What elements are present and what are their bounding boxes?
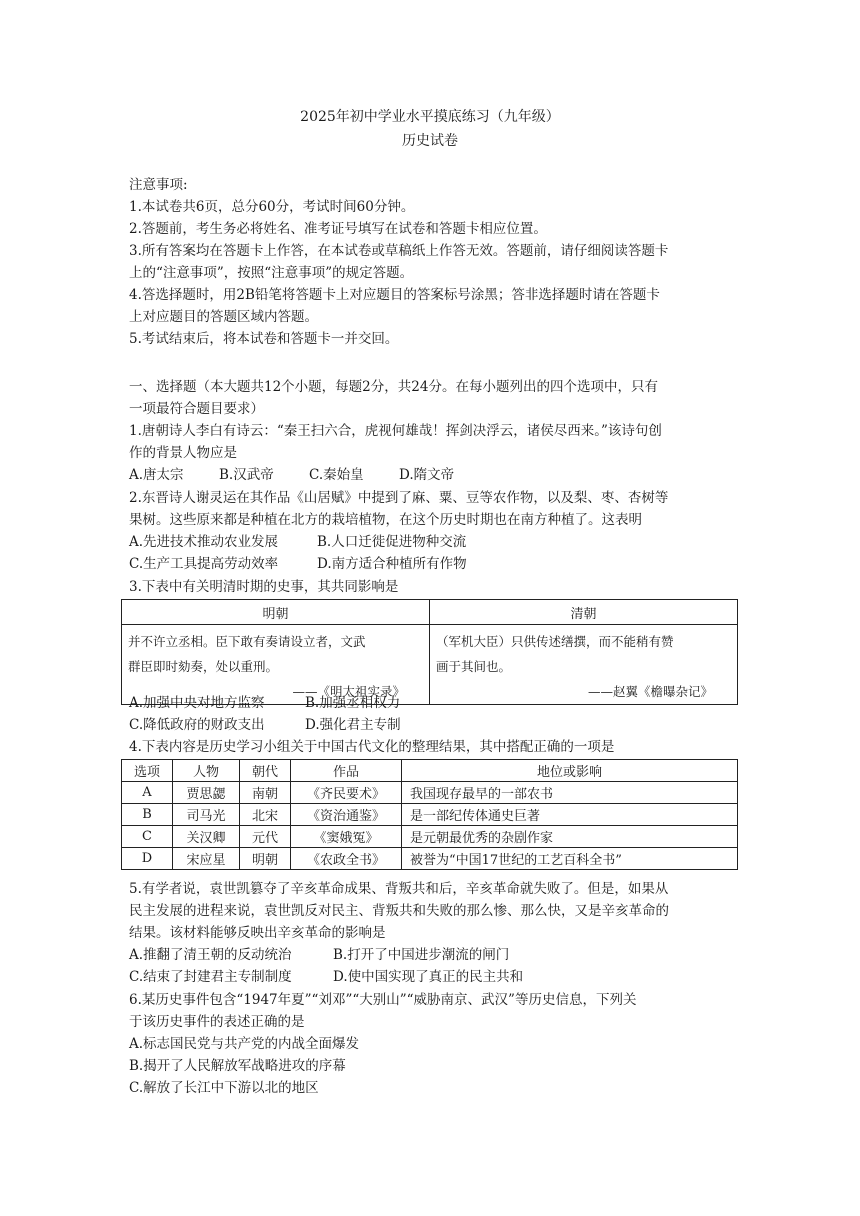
- table-cell: 《齐民要术》: [291, 782, 402, 804]
- notice-heading: 注意事项:: [129, 177, 188, 193]
- table-header-cell: 朝代: [240, 760, 291, 782]
- notice-line: 3.所有答案均在答题卡上作答，在本试卷或草稿纸上作答无效。答题前，请仔细阅读答题卡: [129, 243, 669, 259]
- question-3-options-cd: [129, 714, 739, 736]
- table-cell: 被誉为“中国17世纪的工艺百科全书”: [402, 848, 738, 870]
- table-cell: A: [122, 782, 173, 804]
- question-5-options-cd: [129, 966, 739, 988]
- question-4-table: [121, 759, 738, 870]
- q1-option-d[interactable]: D.隋文帝: [399, 467, 455, 483]
- q6-option-c[interactable]: C.解放了长江中下游以北的地区: [129, 1080, 319, 1096]
- table-row: [122, 826, 738, 848]
- question-5-options-ab: [129, 944, 739, 966]
- question-3-options-ab: [129, 692, 739, 714]
- question-1-options: [129, 464, 739, 486]
- table-header-cell: 人物: [173, 760, 240, 782]
- table-cell: 是元朝最优秀的杂剧作家: [402, 826, 738, 848]
- question-1-stem-cont: 作的背景人物应是: [129, 445, 237, 461]
- question-2-stem-cont: 果树。这些原来都是种植在北方的栽培植物，在这个历史时期也在南方种植了。这表明: [129, 512, 642, 528]
- notice-line: 上的“注意事项”，按照“注意事项”的规定答题。: [129, 265, 414, 281]
- table-row: [122, 782, 738, 804]
- notice-line: 上对应题目的答题区域内答题。: [129, 309, 318, 325]
- q1-option-a[interactable]: A.唐太宗: [129, 467, 184, 483]
- table-cell: 是一部纪传体通史巨著: [402, 804, 738, 826]
- ming-quote-line: 群臣即时劾奏，处以重刑。: [128, 659, 279, 674]
- ming-quote-line: 并不许立丞相。臣下敢有奏请设立者，文武: [128, 634, 366, 649]
- section-heading: 一、选择题（本大题共12个小题，每题2分，共24分。在每小题列出的四个选项中，只有: [129, 379, 658, 395]
- exam-title: 2025年初中学业水平摸底练习（九年级）: [300, 109, 560, 125]
- question-3-table: [121, 599, 738, 705]
- table-cell: 《农政全书》: [291, 848, 402, 870]
- q3-option-a[interactable]: A.加强中央对地方监察: [129, 695, 265, 711]
- table-header-cell: 选项: [122, 760, 173, 782]
- q2-option-b[interactable]: B.人口迁徙促进物种交流: [317, 534, 467, 550]
- question-1-stem: 1.唐朝诗人李白有诗云：“秦王扫六合，虎视何雄哉！挥剑决浮云，诸侯尽西来。”该诗句创: [129, 423, 662, 439]
- notice-line: 1.本试卷共6页，总分60分，考试时间60分钟。: [129, 199, 415, 215]
- table-cell: 北宋: [240, 804, 291, 826]
- q2-option-c[interactable]: C.生产工具提高劳动效率: [129, 556, 279, 572]
- table-cell: 我国现存最早的一部农书: [402, 782, 738, 804]
- table-cell: 关汉卿: [173, 826, 240, 848]
- table-cell: 《资治通鉴》: [291, 804, 402, 826]
- q1-option-b[interactable]: B.汉武帝: [219, 467, 274, 483]
- table-header-qing: 清朝: [430, 600, 738, 625]
- q2-option-a[interactable]: A.先进技术推动农业发展: [129, 534, 279, 550]
- q2-option-d[interactable]: D.南方适合种植所有作物: [317, 556, 467, 572]
- section-heading-cont: 一项最符合题目要求）: [129, 401, 264, 417]
- qing-quote-line: 画于其间也。: [436, 659, 512, 674]
- table-header-ming: 明朝: [122, 600, 430, 625]
- question-3-stem: 3.下表中有关明清时期的史事，其共同影响是: [129, 579, 399, 595]
- table-cell: 元代: [240, 826, 291, 848]
- table-cell: 南朝: [240, 782, 291, 804]
- question-2-stem: 2.东晋诗人谢灵运在其作品《山居赋》中提到了麻、粟、豆等农作物，以及梨、枣、杏树等: [129, 490, 669, 506]
- table-cell: 宋应星: [173, 848, 240, 870]
- table-cell: B: [122, 804, 173, 826]
- question-2-options-ab: [129, 531, 739, 553]
- qing-quote-source: ——赵翼《檐曝杂记》: [587, 684, 713, 699]
- table-header-cell: 作品: [291, 760, 402, 782]
- question-2-options-cd: [129, 553, 739, 575]
- table-header-cell: 地位或影响: [402, 760, 738, 782]
- table-cell: 《窦娥冤》: [291, 826, 402, 848]
- table-row: [122, 848, 738, 870]
- ming-quote-source: ——《明太祖实录》: [292, 684, 405, 699]
- notice-line: 2.答题前，考生务必将姓名、准考证号填写在试卷和答题卡相应位置。: [129, 221, 547, 237]
- q6-option-a[interactable]: A.标志国民党与共产党的内战全面爆发: [129, 1036, 360, 1052]
- notice-line: 5.考试结束后，将本试卷和答题卡一并交回。: [129, 331, 399, 347]
- q5-option-d[interactable]: D.使中国实现了真正的民主共和: [333, 969, 524, 985]
- q5-option-a[interactable]: A.推翻了清王朝的反动统治: [129, 947, 292, 963]
- q3-option-c[interactable]: C.降低政府的财政支出: [129, 717, 265, 733]
- table-cell: 明朝: [240, 848, 291, 870]
- question-5-stem-cont: 结果。该材料能够反映出辛亥革命的影响是: [129, 925, 386, 941]
- table-cell: 贾思勰: [173, 782, 240, 804]
- table-header-row: [122, 760, 738, 782]
- q5-option-c[interactable]: C.结束了封建君主专制制度: [129, 969, 292, 985]
- question-5-stem-cont: 民主发展的进程来说，袁世凯反对民主、背叛共和失败的那么惨、那么快，又是辛亥革命的: [129, 903, 669, 919]
- q3-option-b[interactable]: B.加强丞相权力: [305, 695, 401, 711]
- table-cell: D: [122, 848, 173, 870]
- question-4-stem: 4.下表内容是历史学习小组关于中国古代文化的整理结果，其中搭配正确的一项是: [129, 739, 615, 755]
- q1-option-c[interactable]: C.秦始皇: [309, 467, 364, 483]
- qing-quote-line: （军机大臣）只供传述缮撰，而不能稍有赞: [436, 634, 674, 649]
- table-row: [122, 804, 738, 826]
- question-6-stem: 6.某历史事件包含“1947年夏”“刘邓”“大别山”“威胁南京、武汉”等历史信息，下列关: [129, 992, 637, 1008]
- q6-option-b[interactable]: B.揭开了人民解放军战略进攻的序幕: [129, 1058, 346, 1074]
- question-6-stem-cont: 于该历史事件的表述正确的是: [129, 1014, 305, 1030]
- q5-option-b[interactable]: B.打开了中国进步潮流的闸门: [333, 947, 510, 963]
- table-cell: C: [122, 826, 173, 848]
- table-cell: 司马光: [173, 804, 240, 826]
- exam-subject: 历史试卷: [402, 133, 458, 149]
- q3-option-d[interactable]: D.强化君主专制: [305, 717, 401, 733]
- question-5-stem: 5.有学者说，袁世凯篡夺了辛亥革命成果、背叛共和后，辛亥革命就失败了。但是，如果从: [129, 881, 669, 897]
- notice-line: 4.答选择题时，用2B铅笔将答题卡上对应题目的答案标号涂黑；答非选择题时请在答题卡: [129, 287, 660, 303]
